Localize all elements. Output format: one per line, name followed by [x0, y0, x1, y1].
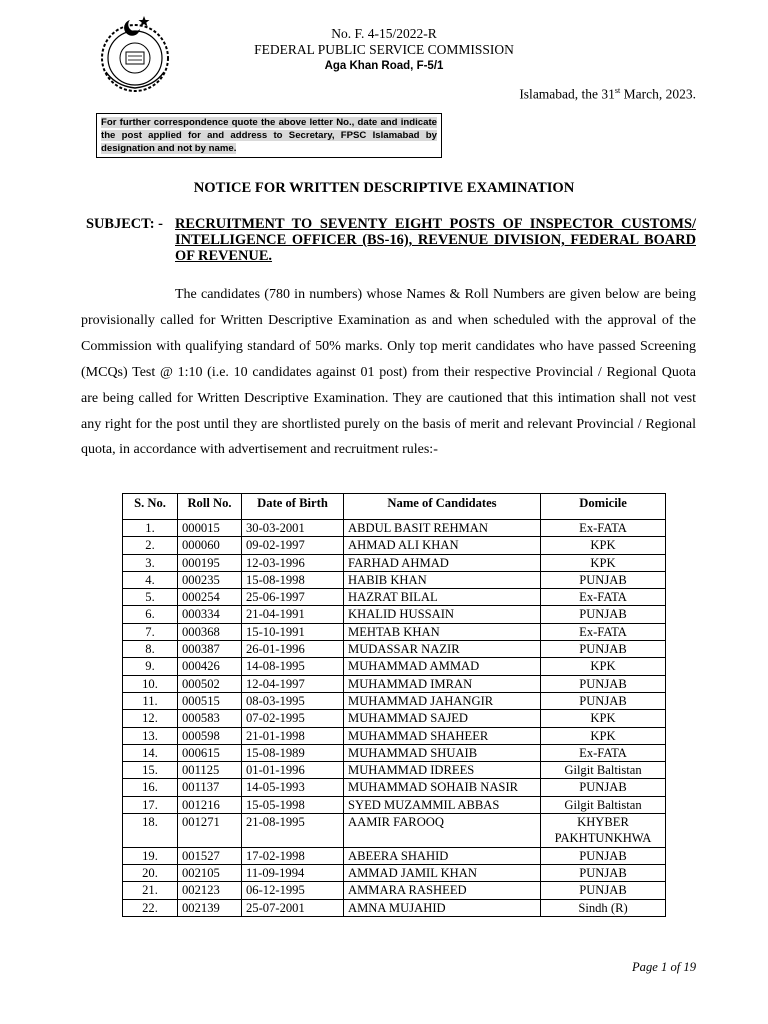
- cell-domicile: PUNJAB: [541, 847, 666, 864]
- cell-serial-no: 5.: [123, 589, 178, 606]
- cell-domicile: KPK: [541, 710, 666, 727]
- cell-roll-no: 001527: [178, 847, 242, 864]
- cell-roll-no: 001271: [178, 814, 242, 848]
- table-body: [123, 520, 666, 917]
- cell-domicile: PUNJAB: [541, 779, 666, 796]
- table-row: [123, 779, 666, 796]
- subject-label: SUBJECT: -: [86, 216, 163, 232]
- cell-serial-no: 9.: [123, 658, 178, 675]
- table-row: [123, 641, 666, 658]
- cell-date-of-birth: 07-02-1995: [242, 710, 344, 727]
- correspondence-note-box: [96, 113, 442, 158]
- cell-domicile: Gilgit Baltistan: [541, 762, 666, 779]
- cell-domicile: PUNJAB: [541, 606, 666, 623]
- body-paragraph: The candidates (780 in numbers) whose Names & Roll Numbers are given below are being provisionally called for Written Descriptive Examination as and when scheduled with the approval of the Commission with qualifying standard of 50% marks. Only top merit candidates who have passed Screening (MCQs) Test @ 1:10 (i.e. 10 candidates against 01 post) from their respective Provincial / Regional Quota are being called for Written Descriptive Examination. They are cautioned that this intimation shall not vest any right for the post until they are shortlisted purely on the basis of merit and relevant Provincial / Regional quota, in accordance with advertisement and recruitment rules:-: [81, 287, 696, 458]
- cell-date-of-birth: 08-03-1995: [242, 692, 344, 709]
- cell-candidate-name: HABIB KHAN: [344, 571, 541, 588]
- cell-domicile: PUNJAB: [541, 641, 666, 658]
- cell-candidate-name: AMNA MUJAHID: [344, 899, 541, 916]
- cell-serial-no: 1.: [123, 520, 178, 537]
- cell-candidate-name: MUHAMMAD SOHAIB NASIR: [344, 779, 541, 796]
- cell-roll-no: 000254: [178, 589, 242, 606]
- cell-date-of-birth: 25-07-2001: [242, 899, 344, 916]
- cell-candidate-name: MUHAMMAD SHAHEER: [344, 727, 541, 744]
- cell-date-of-birth: 11-09-1994: [242, 864, 344, 881]
- cell-domicile: Sindh (R): [541, 899, 666, 916]
- reference-number: No. F. 4-15/2022-R: [331, 26, 437, 41]
- cell-candidate-name: ABDUL BASIT REHMAN: [344, 520, 541, 537]
- cell-roll-no: 000368: [178, 623, 242, 640]
- cell-domicile: KPK: [541, 554, 666, 571]
- cell-roll-no: 001216: [178, 796, 242, 813]
- table-row: [123, 727, 666, 744]
- table-row: [123, 692, 666, 709]
- date-prefix: Islamabad, the 31: [519, 86, 615, 102]
- cell-serial-no: 15.: [123, 762, 178, 779]
- cell-roll-no: 002139: [178, 899, 242, 916]
- cell-date-of-birth: 15-08-1989: [242, 744, 344, 761]
- cell-serial-no: 4.: [123, 571, 178, 588]
- table-row: [123, 882, 666, 899]
- cell-date-of-birth: 21-01-1998: [242, 727, 344, 744]
- cell-serial-no: 21.: [123, 882, 178, 899]
- cell-roll-no: 000583: [178, 710, 242, 727]
- cell-candidate-name: KHALID HUSSAIN: [344, 606, 541, 623]
- cell-roll-no: 002123: [178, 882, 242, 899]
- cell-serial-no: 16.: [123, 779, 178, 796]
- cell-candidate-name: AHMAD ALI KHAN: [344, 537, 541, 554]
- cell-domicile: KPK: [541, 727, 666, 744]
- cell-domicile: PUNJAB: [541, 882, 666, 899]
- cell-candidate-name: MUHAMMAD AMMAD: [344, 658, 541, 675]
- table-row: [123, 571, 666, 588]
- cell-serial-no: 11.: [123, 692, 178, 709]
- cell-date-of-birth: 12-03-1996: [242, 554, 344, 571]
- correspondence-note: For further correspondence quote the above letter No., date and indicate the post applied for and address to Secretary, FPSC Islamabad by designation and not by name.: [101, 117, 437, 154]
- cell-candidate-name: MUHAMMAD IDREES: [344, 762, 541, 779]
- cell-roll-no: 000387: [178, 641, 242, 658]
- cell-date-of-birth: 12-04-1997: [242, 675, 344, 692]
- cell-candidate-name: MUHAMMAD SHUAIB: [344, 744, 541, 761]
- candidates-table: [122, 493, 666, 917]
- cell-domicile: PUNJAB: [541, 675, 666, 692]
- table-row: [123, 796, 666, 813]
- header-date-of-birth: Date of Birth: [242, 494, 344, 520]
- cell-date-of-birth: 15-08-1998: [242, 571, 344, 588]
- cell-domicile: KPK: [541, 658, 666, 675]
- cell-candidate-name: AAMIR FAROOQ: [344, 814, 541, 848]
- issue-date: [519, 86, 696, 103]
- table-row: [123, 537, 666, 554]
- cell-date-of-birth: 09-02-1997: [242, 537, 344, 554]
- cell-date-of-birth: 15-10-1991: [242, 623, 344, 640]
- cell-domicile: PUNJAB: [541, 864, 666, 881]
- table-row: [123, 606, 666, 623]
- cell-domicile: PUNJAB: [541, 571, 666, 588]
- cell-domicile: Ex-FATA: [541, 520, 666, 537]
- cell-date-of-birth: 14-05-1993: [242, 779, 344, 796]
- header-serial-no: S. No.: [123, 494, 178, 520]
- cell-serial-no: 18.: [123, 814, 178, 848]
- cell-domicile: Ex-FATA: [541, 744, 666, 761]
- cell-date-of-birth: 21-04-1991: [242, 606, 344, 623]
- cell-serial-no: 2.: [123, 537, 178, 554]
- cell-domicile: KPK: [541, 537, 666, 554]
- table-row: [123, 814, 666, 848]
- cell-candidate-name: HAZRAT BILAL: [344, 589, 541, 606]
- cell-serial-no: 19.: [123, 847, 178, 864]
- cell-candidate-name: MUHAMMAD JAHANGIR: [344, 692, 541, 709]
- table-header-row: [123, 494, 666, 520]
- header-domicile: Domicile: [541, 494, 666, 520]
- cell-roll-no: 000502: [178, 675, 242, 692]
- cell-roll-no: 001125: [178, 762, 242, 779]
- cell-serial-no: 12.: [123, 710, 178, 727]
- cell-serial-no: 7.: [123, 623, 178, 640]
- cell-domicile: PUNJAB: [541, 692, 666, 709]
- cell-serial-no: 17.: [123, 796, 178, 813]
- cell-serial-no: 6.: [123, 606, 178, 623]
- cell-domicile: Ex-FATA: [541, 623, 666, 640]
- table-row: [123, 762, 666, 779]
- cell-date-of-birth: 21-08-1995: [242, 814, 344, 848]
- table-row: [123, 658, 666, 675]
- cell-candidate-name: MUHAMMAD IMRAN: [344, 675, 541, 692]
- table-row: [123, 623, 666, 640]
- cell-roll-no: 000060: [178, 537, 242, 554]
- table-row: [123, 589, 666, 606]
- page-number: Page 1 of 19: [631, 960, 696, 974]
- table-row: [123, 847, 666, 864]
- cell-candidate-name: ABEERA SHAHID: [344, 847, 541, 864]
- notice-title: NOTICE FOR WRITTEN DESCRIPTIVE EXAMINATION: [193, 180, 575, 196]
- cell-domicile: KHYBER PAKHTUNKHWA: [541, 814, 666, 848]
- table-row: [123, 520, 666, 537]
- cell-date-of-birth: 25-06-1997: [242, 589, 344, 606]
- cell-candidate-name: MUHAMMAD SAJED: [344, 710, 541, 727]
- cell-serial-no: 13.: [123, 727, 178, 744]
- cell-date-of-birth: 30-03-2001: [242, 520, 344, 537]
- cell-roll-no: 000615: [178, 744, 242, 761]
- cell-domicile: Gilgit Baltistan: [541, 796, 666, 813]
- cell-roll-no: 002105: [178, 864, 242, 881]
- cell-serial-no: 3.: [123, 554, 178, 571]
- cell-roll-no: 000195: [178, 554, 242, 571]
- cell-date-of-birth: 26-01-1996: [242, 641, 344, 658]
- cell-candidate-name: AMMARA RASHEED: [344, 882, 541, 899]
- organization-name: FEDERAL PUBLIC SERVICE COMMISSION: [254, 42, 514, 57]
- cell-roll-no: 000426: [178, 658, 242, 675]
- date-ordinal: st: [614, 86, 621, 95]
- cell-candidate-name: AMMAD JAMIL KHAN: [344, 864, 541, 881]
- cell-candidate-name: SYED MUZAMMIL ABBAS: [344, 796, 541, 813]
- cell-roll-no: 000598: [178, 727, 242, 744]
- cell-roll-no: 000334: [178, 606, 242, 623]
- cell-date-of-birth: 15-05-1998: [242, 796, 344, 813]
- table-row: [123, 554, 666, 571]
- cell-serial-no: 8.: [123, 641, 178, 658]
- cell-candidate-name: MEHTAB KHAN: [344, 623, 541, 640]
- table-row: [123, 899, 666, 916]
- cell-candidate-name: FARHAD AHMAD: [344, 554, 541, 571]
- cell-serial-no: 22.: [123, 899, 178, 916]
- cell-serial-no: 20.: [123, 864, 178, 881]
- cell-serial-no: 10.: [123, 675, 178, 692]
- cell-date-of-birth: 17-02-1998: [242, 847, 344, 864]
- cell-candidate-name: MUDASSAR NAZIR: [344, 641, 541, 658]
- subject-text: RECRUITMENT TO SEVENTY EIGHT POSTS OF INSPECTOR CUSTOMS/ INTELLIGENCE OFFICER (BS-16), REVENUE DIVISION, FEDERAL BOARD OF REVENUE.: [175, 216, 696, 264]
- cell-roll-no: 000515: [178, 692, 242, 709]
- table-row: [123, 744, 666, 761]
- header-candidate-name: Name of Candidates: [344, 494, 541, 520]
- cell-date-of-birth: 14-08-1995: [242, 658, 344, 675]
- cell-roll-no: 001137: [178, 779, 242, 796]
- date-suffix: March, 2023.: [620, 86, 696, 102]
- header-roll-no: Roll No.: [178, 494, 242, 520]
- cell-domicile: Ex-FATA: [541, 589, 666, 606]
- cell-serial-no: 14.: [123, 744, 178, 761]
- organization-address: Aga Khan Road, F-5/1: [324, 60, 444, 72]
- cell-roll-no: 000015: [178, 520, 242, 537]
- cell-date-of-birth: 06-12-1995: [242, 882, 344, 899]
- cell-roll-no: 000235: [178, 571, 242, 588]
- table-row: [123, 710, 666, 727]
- cell-date-of-birth: 01-01-1996: [242, 762, 344, 779]
- table-row: [123, 864, 666, 881]
- table-row: [123, 675, 666, 692]
